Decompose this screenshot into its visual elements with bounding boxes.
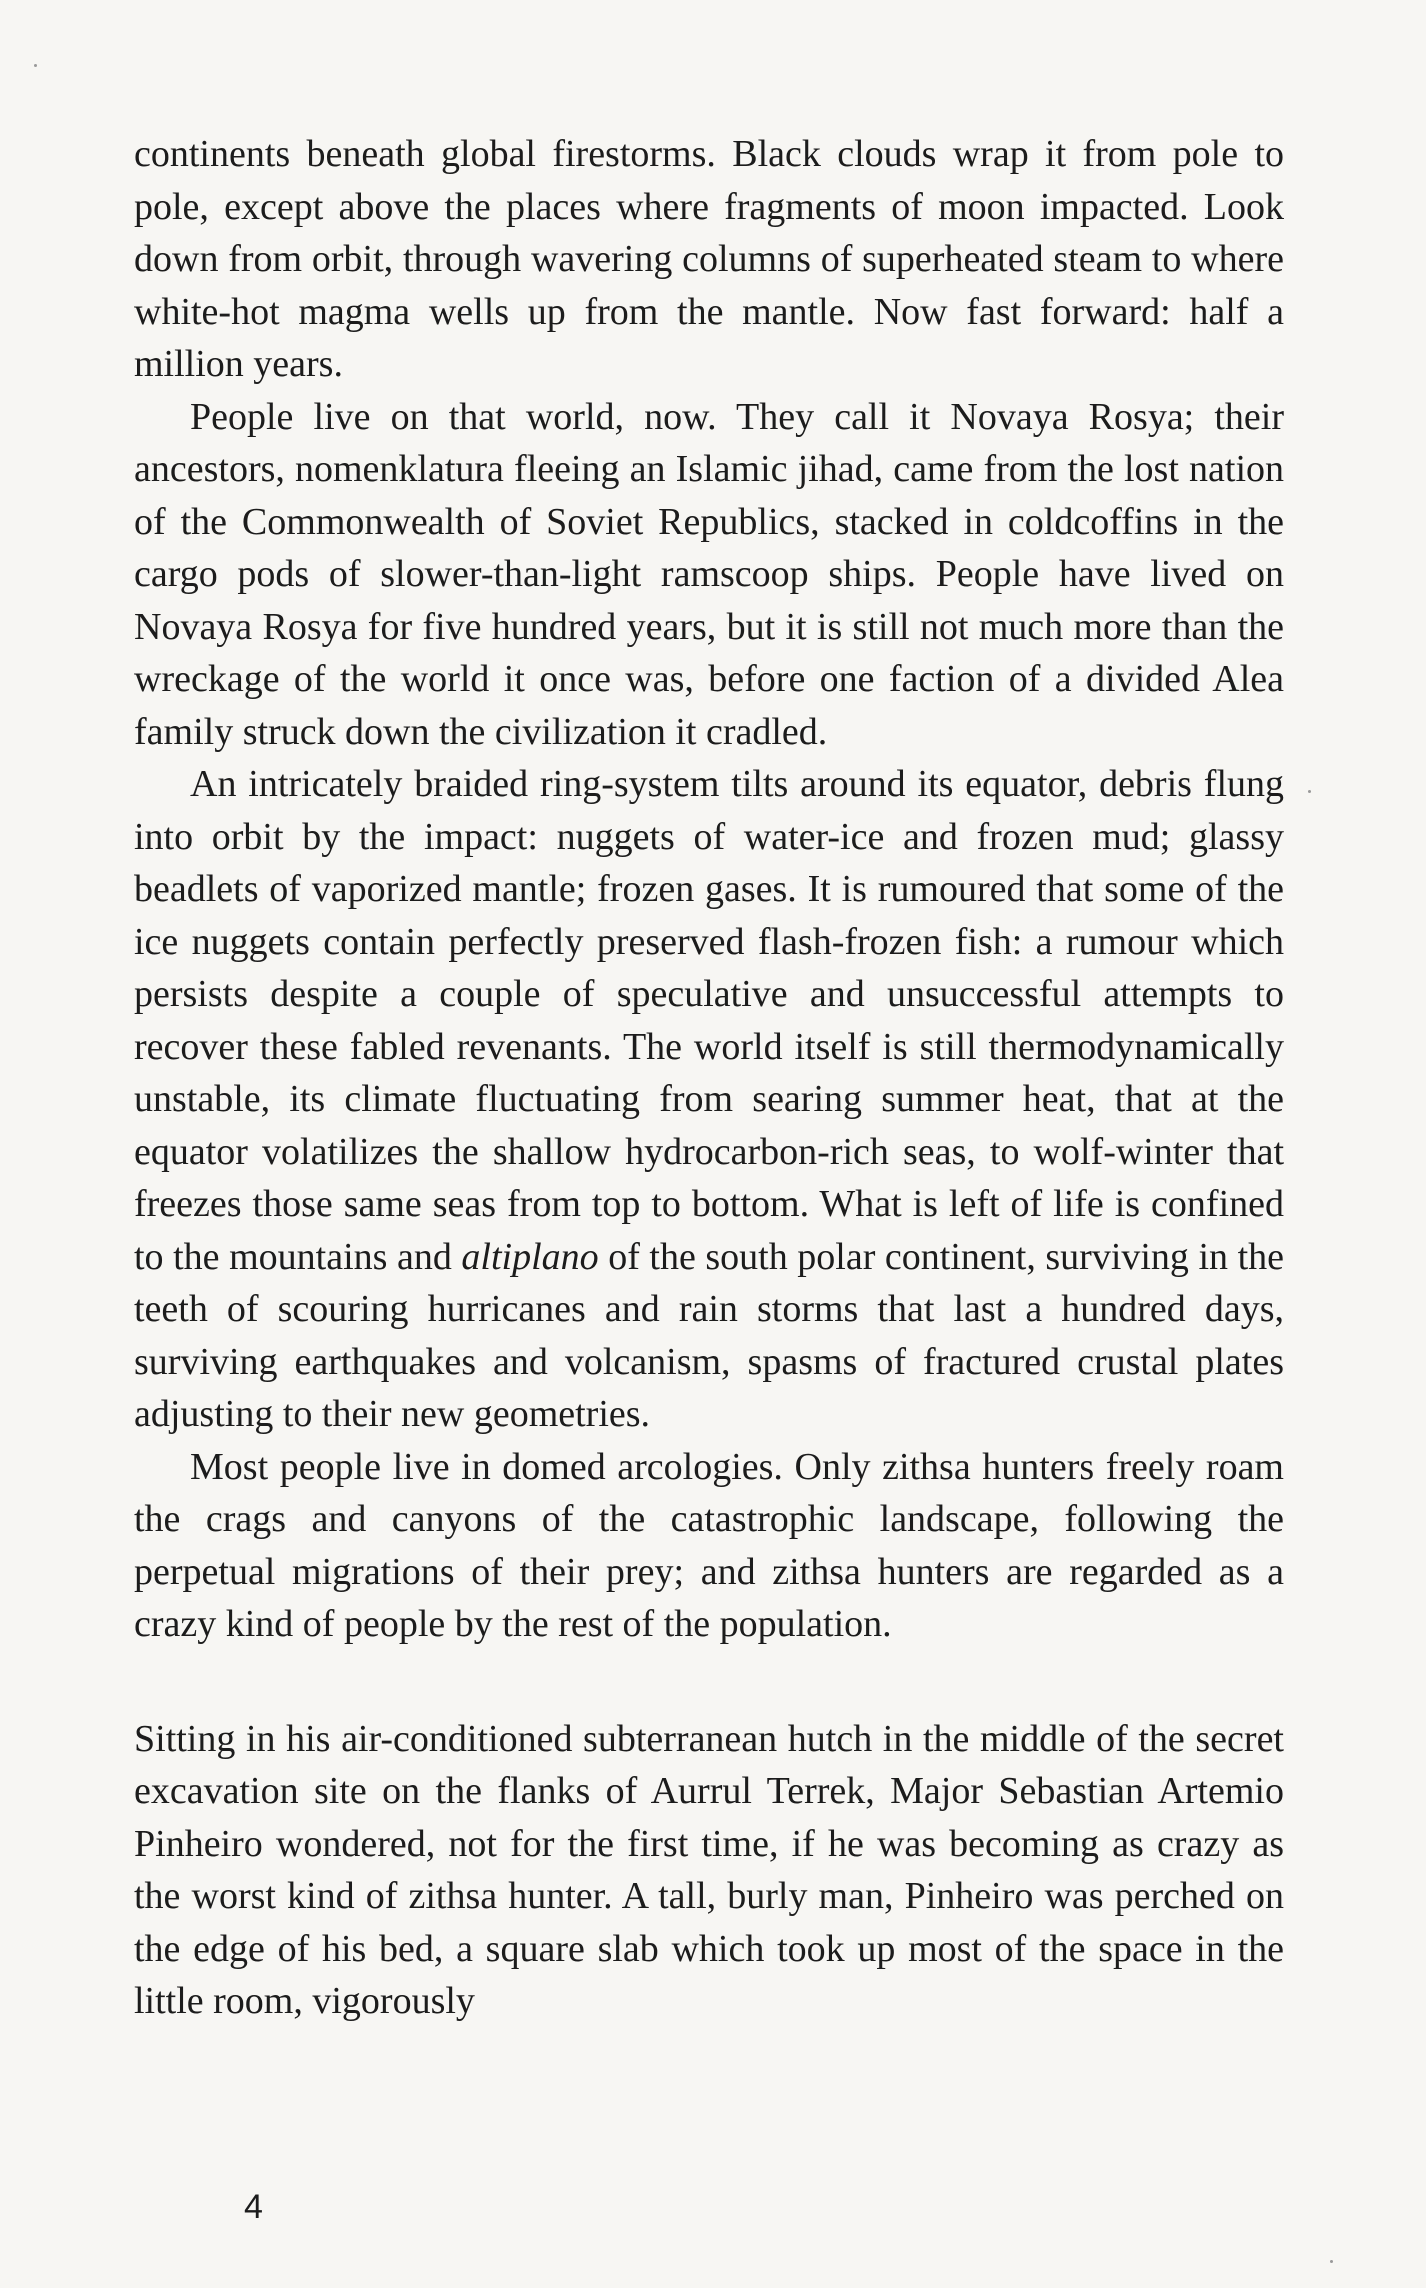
body-text xyxy=(134,128,1284,2028)
section-break xyxy=(134,1651,1284,1713)
paper-speck xyxy=(1330,2260,1333,2263)
italic-term: altiplano xyxy=(461,1235,599,1278)
paragraph-arcologies: Most people live in domed arcologies. Only zithsa hunters freely roam the crags and canyons of the catastrophic landscape, following the perpetual migrations of their prey; and zithsa hunters are regarded as a crazy kind of people by the rest of the population. xyxy=(134,1445,1284,1645)
paragraph-text: An intricately braided ring-system tilts around its equator, debris flung into orbit by the impact: nuggets of water-ice and frozen mud; glassy beadlets of vaporized mantle; frozen gases. It is rumoured that some of the ice nuggets contain perfectly preserved flash-frozen fish: a rumour which persists despite a couple of speculative and unsuccessful attempts to recover these fabled revenants. The world itself is still thermodynamically unstable, its climate fluctuating from searing summer heat, that at the equator volatilizes the shallow hydrocarbon-rich seas, to wolf-winter that freezes those same seas from top to bottom. What is left of life is confined to the mountains and xyxy=(134,763,1284,1278)
paper-speck xyxy=(34,64,37,67)
paragraph-pinheiro: Sitting in his air-conditioned subterranean hutch in the middle of the secret excavation site on the flanks of Aurrul Terrek, Major Sebastian Artemio Pinheiro wondered, not for the first time, if he was becoming as crazy as the worst kind of zithsa hunter. A tall, burly man, Pinheiro was perched on the edge of his bed, a square slab which took up most of the space in the little room, vigorously xyxy=(134,1717,1284,2022)
paragraph-continuation: continents beneath global firestorms. Black clouds wrap it from pole to pole, except above the places where fragments of moon impacted. Look down from orbit, through wavering columns of superheated steam to where white-hot magma wells up from the mantle. Now fast forward: half a million years. xyxy=(134,133,1284,385)
paragraph-ring-system xyxy=(134,758,1284,1441)
paragraph-novaya-rosya: People live on that world, now. They call it Novaya Rosya; their ancestors, nomenklatura fleeing an Islamic jihad, came from the lost nation of the Commonwealth of Soviet Republics, stacked in coldcoffins in the cargo pods of slower-than-light ramscoop ships. People have lived on Novaya Rosya for five hundred years, but it is still not much more than the wreckage of the world it once was, before one faction of a divided Alea family struck down the civilization it cradled. xyxy=(134,395,1284,753)
paragraph-text: of the south polar continent, surviving in the teeth of scouring hurricanes and rain storms that last a hundred days, surviving earthquakes and volcanism, spasms of fractured crustal plates adjusting to their new geometries. xyxy=(134,1235,1285,1435)
paper-speck xyxy=(1308,790,1311,793)
page-number: 4 xyxy=(244,2188,263,2226)
